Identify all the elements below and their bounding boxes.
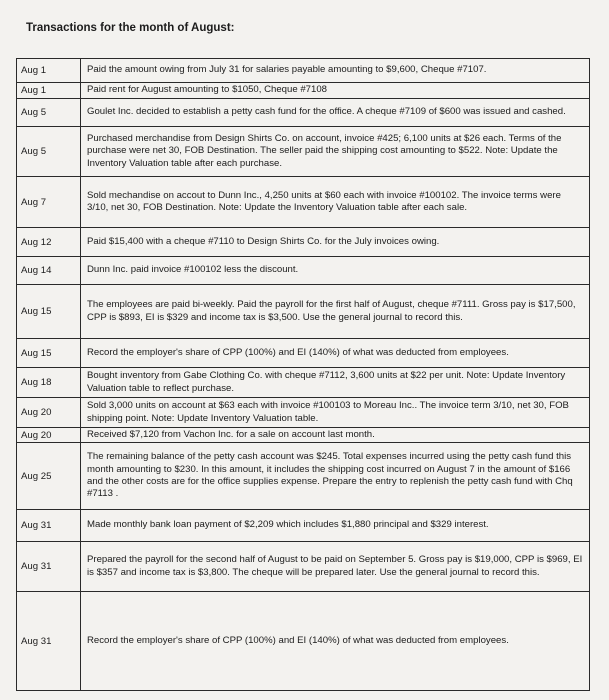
transaction-description: Sold 3,000 units on account at $63 each with invoice #100103 to Moreau Inc.. The invoice term 3/10, net 30, FOB shipping point. Note: Update Inventory Valuation table. bbox=[87, 400, 569, 424]
transaction-description: Bought inventory from Gabe Clothing Co. with cheque #7112, 3,600 units at $22 per unit. Note: Update Inventory Valuation table to reflect purchase. bbox=[87, 370, 566, 394]
transaction-date: Aug 1 bbox=[17, 59, 81, 82]
transaction-date: Aug 14 bbox=[17, 257, 81, 284]
transaction-description: Sold mechandise on accout to Dunn Inc., 4,250 units at $60 each with invoice #100102. The invoice terms were 3/10, net 30, FOB Destination. Note: Update the Inventory Valuation table after each sale. bbox=[87, 189, 561, 213]
table-row bbox=[17, 427, 589, 442]
transaction-description: The employees are paid bi-weekly. Paid the payroll for the first half of August, cheque #7111. Gross pay is $17,500, CPP is $893, EI is $329 and income tax is $3,500. Use the general journal to record this. bbox=[87, 299, 576, 323]
transaction-date: Aug 5 bbox=[17, 127, 81, 176]
transaction-description: Goulet Inc. decided to establish a petty cash fund for the office. A cheque #7109 of $600 was issued and cashed. bbox=[87, 106, 566, 118]
transaction-description: Paid rent for August amounting to $1050, Cheque #7108 bbox=[87, 84, 328, 96]
transaction-date: Aug 20 bbox=[17, 398, 81, 427]
transaction-description: Record the employer's share of CPP (100%) and EI (140%) of what was deducted from employees. bbox=[87, 634, 509, 646]
transaction-description: Paid $15,400 with a cheque #7110 to Design Shirts Co. for the July invoices owing. bbox=[87, 235, 440, 247]
transaction-description: Received $7,120 from Vachon Inc. for a sale on account last month. bbox=[87, 428, 375, 440]
transaction-date: Aug 15 bbox=[17, 339, 81, 367]
table-row bbox=[17, 176, 589, 227]
table-row bbox=[17, 227, 589, 256]
transaction-description: Record the employer's share of CPP (100%) and EI (140%) of what was deducted from employees. bbox=[87, 346, 509, 358]
transaction-description: Purchased merchandise from Design Shirts Co. on account, invoice #425; 6,100 units at $26 each. Terms of the purchase were net 30, FOB Destination. The seller paid the shipping cost amounting to $522. Note: Update the Inventory Valuation table after each purchase. bbox=[87, 132, 562, 169]
transaction-date: Aug 18 bbox=[17, 368, 81, 397]
table-row bbox=[17, 397, 589, 427]
table-row bbox=[17, 256, 589, 284]
transaction-date: Aug 31 bbox=[17, 592, 81, 690]
table-row bbox=[17, 98, 589, 126]
transaction-date: Aug 7 bbox=[17, 177, 81, 227]
transaction-description: Dunn Inc. paid invoice #100102 less the discount. bbox=[87, 264, 299, 276]
table-row bbox=[17, 591, 589, 690]
table-row bbox=[17, 284, 589, 338]
table-row bbox=[17, 442, 589, 509]
transaction-description: Paid the amount owing from July 31 for salaries payable amounting to $9,600, Cheque #7107. bbox=[87, 64, 487, 76]
transaction-date: Aug 25 bbox=[17, 443, 81, 509]
table-row bbox=[17, 509, 589, 541]
transaction-date: Aug 1 bbox=[17, 83, 81, 98]
table-row bbox=[17, 338, 589, 367]
transaction-date: Aug 5 bbox=[17, 99, 81, 126]
transaction-description: Prepared the payroll for the second half of August to be paid on September 5. Gross pay is $19,000, CPP is $969, EI is $357 and income tax is $3,800. The cheque will be prepared later. Use the general journal to record this. bbox=[87, 554, 583, 578]
table-row bbox=[17, 541, 589, 591]
transaction-date: Aug 31 bbox=[17, 542, 81, 591]
table-row bbox=[17, 367, 589, 397]
page-title: Transactions for the month of August: bbox=[26, 22, 235, 34]
transaction-date: Aug 31 bbox=[17, 510, 81, 541]
table-row bbox=[17, 58, 589, 82]
table-row bbox=[17, 126, 589, 176]
transactions-table bbox=[16, 58, 590, 691]
table-row bbox=[17, 82, 589, 98]
transaction-date: Aug 20 bbox=[17, 428, 81, 442]
transaction-description: Made monthly bank loan payment of $2,209 which includes $1,880 principal and $329 interest. bbox=[87, 519, 489, 531]
transaction-description: The remaining balance of the petty cash account was $245. Total expenses incurred using the petty cash fund this month amounting to $230. In this amount, it includes the shipping cost incurred on August 7 in the amount of $166 and the other costs are for the office supplies expense. Prepare the entry to replenish the petty cash fund with Chq #7113 . bbox=[87, 451, 573, 500]
transaction-date: Aug 12 bbox=[17, 228, 81, 256]
transaction-date: Aug 15 bbox=[17, 285, 81, 338]
